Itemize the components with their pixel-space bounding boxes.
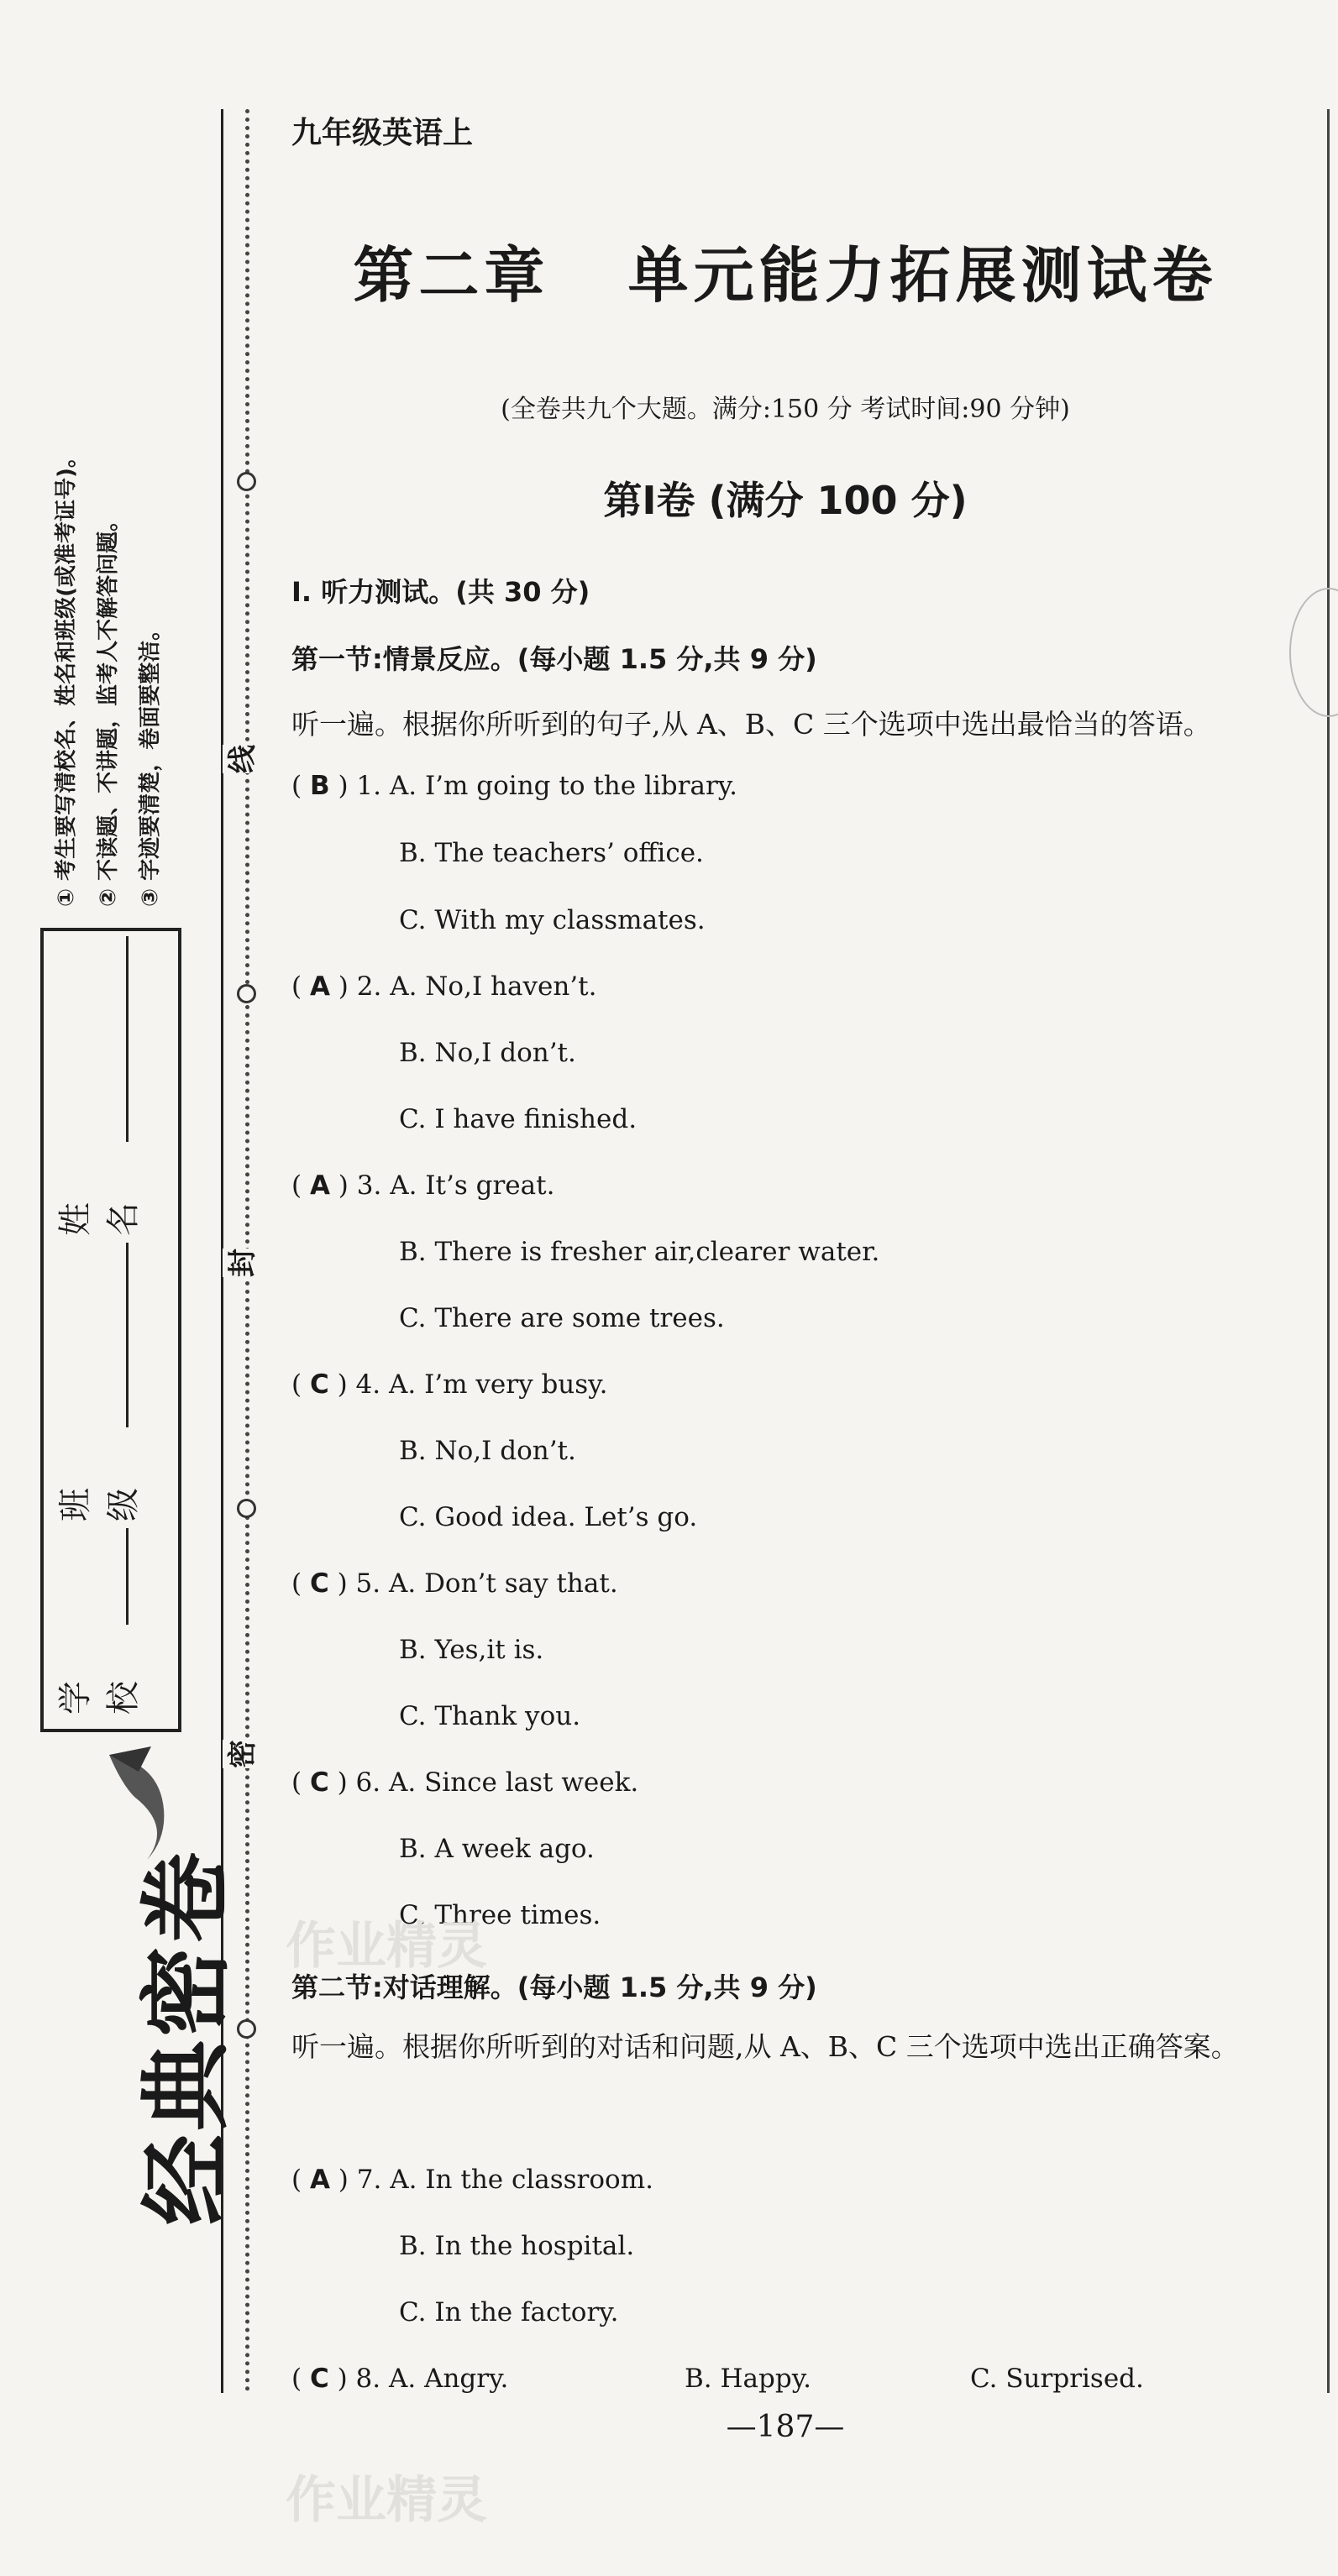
name-blank[interactable] xyxy=(126,936,129,1142)
class-blank[interactable] xyxy=(126,1243,129,1427)
binding-hole xyxy=(237,984,256,1003)
option-a: A. No,I haven’t. xyxy=(390,971,597,1002)
option-c: C. With my classmates. xyxy=(399,905,706,935)
option-b: B. In the hospital. xyxy=(399,2231,635,2261)
option-c: C. There are some trees. xyxy=(399,1303,725,1333)
option-b: B. No,I don’t. xyxy=(399,1038,576,1068)
option-c: C. I have finished. xyxy=(399,1104,638,1134)
note-3: ③ 字迹要清楚，卷面要整洁。 xyxy=(138,618,163,907)
option-c: C. Three times. xyxy=(399,1900,601,1930)
question-number: 1. xyxy=(356,771,381,801)
option-a: A. I’m going to the library. xyxy=(389,771,738,801)
book-title: 九年级英语上 xyxy=(291,116,474,150)
option-c: C. Thank you. xyxy=(399,1701,581,1731)
question-5: ( C ) 5. A. Don’t say that. xyxy=(291,1568,618,1599)
option-b: B. Happy. xyxy=(685,2364,811,2394)
exam-notes xyxy=(42,395,176,907)
part-title: 第Ⅰ卷 (满分 100 分) xyxy=(603,478,968,523)
question-3: ( A ) 3. A. It’s great. xyxy=(291,1170,555,1201)
option-a: A. Don’t say that. xyxy=(388,1568,618,1599)
option-c: C. In the factory. xyxy=(399,2297,619,2327)
part2-instruction: 听一遍。根据你所听到的对话和问题,从 A、B、C 三个选项中选出正确答案。 xyxy=(291,2030,1239,2063)
question-8: ( C ) 8. A. Angry. xyxy=(291,2364,509,2394)
option-c: C. Good idea. Let’s go. xyxy=(399,1502,698,1532)
seal-char-secret: 密 xyxy=(223,1740,263,1768)
exam-info: (全卷共九个大题。满分:150 分 考试时间:90 分钟) xyxy=(501,395,1070,424)
seal-stamp xyxy=(1289,588,1338,717)
option-b: B. No,I don’t. xyxy=(399,1436,576,1466)
answer-5: C xyxy=(309,1568,329,1599)
question-number: 3. xyxy=(356,1170,382,1201)
binding-hole xyxy=(237,1499,256,1518)
part2-heading: 第二节:对话理解。(每小题 1.5 分,共 9 分) xyxy=(291,1971,817,2003)
question-number: 7. xyxy=(356,2165,382,2195)
option-b: B. Yes,it is. xyxy=(399,1635,544,1665)
question-number: 4. xyxy=(355,1369,381,1400)
seal-char-line: 线 xyxy=(223,745,263,773)
question-1: ( B ) 1. A. I’m going to the library. xyxy=(291,771,738,801)
school-label: 学校 xyxy=(56,1681,143,1715)
brand-text: 经典密卷 xyxy=(134,1848,239,2225)
question-number: 5. xyxy=(355,1568,381,1599)
class-label: 班级 xyxy=(56,1488,143,1521)
question-7: ( A ) 7. A. In the classroom. xyxy=(291,2165,653,2195)
option-c: C. Surprised. xyxy=(970,2364,1144,2394)
question-2: ( A ) 2. A. No,I haven’t. xyxy=(291,971,597,1002)
brand-logo xyxy=(34,1788,239,2225)
school-blank[interactable] xyxy=(126,1528,129,1625)
option-a: A. It’s great. xyxy=(390,1170,555,1201)
watermark: 作业精灵 xyxy=(286,2471,487,2530)
right-margin-line xyxy=(1327,109,1330,2393)
page-number: —187— xyxy=(726,2410,845,2444)
watermark: 作业精灵 xyxy=(286,1917,487,1976)
part1-instruction: 听一遍。根据你所听到的句子,从 A、B、C 三个选项中选出最恰当的答语。 xyxy=(291,708,1211,741)
student-info-fields xyxy=(17,936,143,1717)
question-number: 8. xyxy=(355,2364,381,2394)
note-2: ② 不读题、不讲题，监考人不解答问题。 xyxy=(96,509,121,907)
name-label: 姓名 xyxy=(56,1202,143,1236)
answer-4: C xyxy=(309,1369,329,1400)
seal-char-seal: 封 xyxy=(223,1249,263,1277)
option-a: A. Since last week. xyxy=(388,1767,639,1798)
option-a: A. Angry. xyxy=(388,2364,509,2394)
answer-2: A xyxy=(309,971,330,1002)
answer-7: A xyxy=(309,2165,330,2195)
answer-6: C xyxy=(309,1767,329,1798)
part1-heading: 第一节:情景反应。(每小题 1.5 分,共 9 分) xyxy=(291,643,817,675)
answer-1: B xyxy=(309,771,330,801)
note-1: ① 考生要写清校名、姓名和班级(或准考证号)。 xyxy=(54,446,79,907)
answer-8: C xyxy=(309,2364,329,2394)
question-number: 2. xyxy=(356,971,382,1002)
option-a: A. I’m very busy. xyxy=(388,1369,608,1400)
question-6: ( C ) 6. A. Since last week. xyxy=(291,1767,639,1798)
chapter-title: 第二章 单元能力拓展测试卷 xyxy=(353,240,1218,311)
option-b: B. A week ago. xyxy=(399,1834,595,1864)
question-number: 6. xyxy=(355,1767,381,1798)
question-4: ( C ) 4. A. I’m very busy. xyxy=(291,1369,608,1400)
option-b: B. There is fresher air,clearer water. xyxy=(399,1237,880,1267)
answer-3: A xyxy=(309,1170,330,1201)
option-b: B. The teachers’ office. xyxy=(399,838,704,868)
section-heading: Ⅰ. 听力测试。(共 30 分) xyxy=(291,576,590,608)
option-a: A. In the classroom. xyxy=(390,2165,653,2195)
